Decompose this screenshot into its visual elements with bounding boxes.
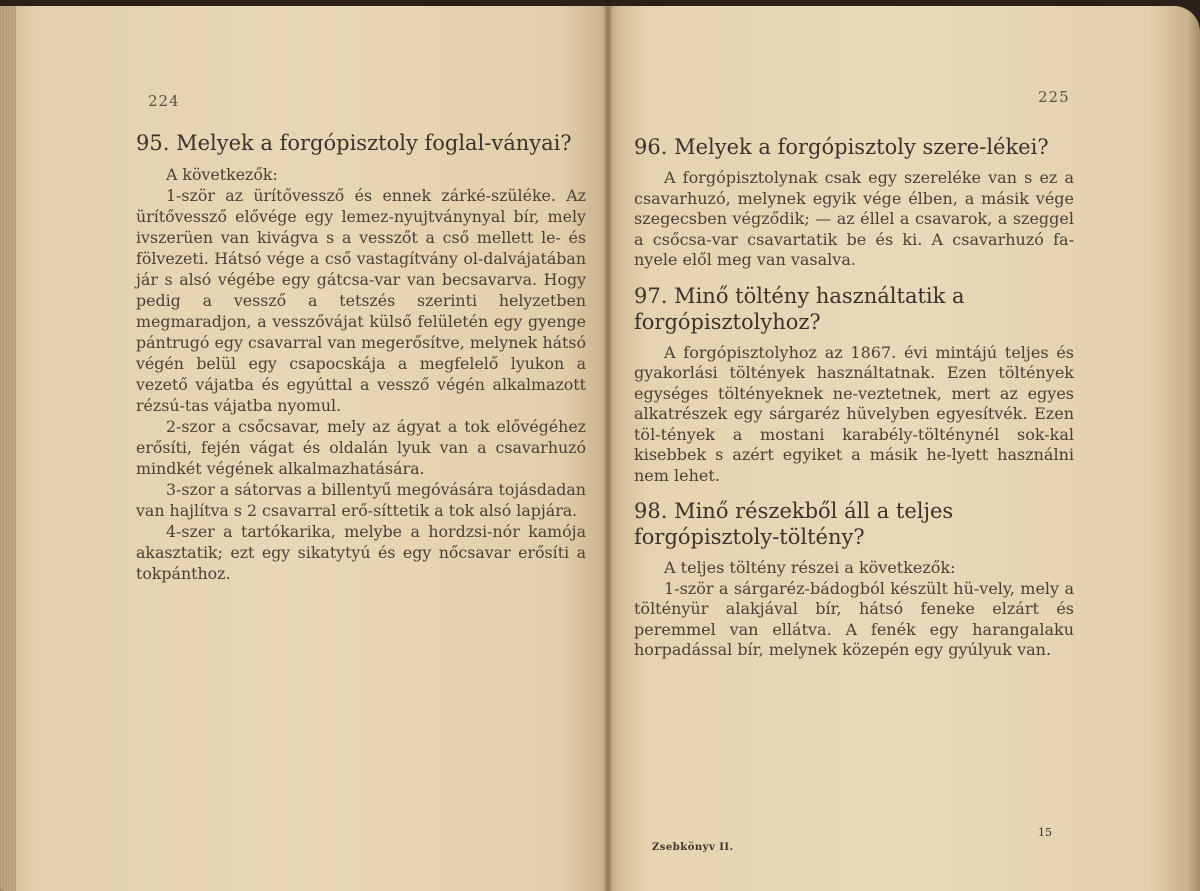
paragraph: 1-ször a sárgaréz-bádogból készült hü-vely, mely a töltényür alakjával bír, hátsó feneke elzárt és peremmel van ellátva. A fenék egy harangalaku horpadással bír, melynek közepén egy gyúlyuk van. — [634, 578, 1074, 659]
paragraph: 1-ször az ürítővessző és ennek zárké-szüléke. Az ürítővessző elővége egy lemez-nyujtványnyal bír, mely ivszerüen van kivágva s a vesszőt a cső mellett le- és fölvezeti. Hátsó vége a cső vastagítvány ol-dalvájatában jár s alsó végébe egy gátcsa-var van becsavarva. Hogy pedig a vessző a tetszés szerinti helyzetben megmaradjon, a vesszővájat külső felületén egy gyenge pántrugó egy csavarral van megerősítve, melynek hátsó végén belül egy csapocskája a megfelelő lyukon a vezető vájatba és egyúttal a vessző végén alkalmazott rézsú-tas vájatba nyomul. — [136, 186, 586, 415]
right-page — [608, 6, 1200, 891]
question-96-heading: 96. Melyek a forgópisztoly szere-lékei? — [634, 135, 1049, 159]
signature-mark: 15 — [1038, 826, 1052, 839]
question-97-heading: 97. Minő töltény használtatik a forgópisztolyhoz? — [634, 283, 965, 334]
left-page — [0, 6, 608, 891]
paragraph: 4-szer a tartókarika, melybe a hordzsi-nór kamója akasztatik; ezt egy sikatytyú és egy nőcsavar erősíti a tokpánthoz. — [136, 522, 586, 583]
question-95-heading: 95. Melyek a forgópisztoly foglal-ványai? — [136, 131, 572, 155]
book-gutter — [603, 6, 613, 891]
page-edges — [0, 6, 16, 891]
paragraph: A forgópisztolyhoz az 1867. évi mintájú teljes és gyakorlási töltények használtatnak. Ezen töltények egységes töltényeknek ne-veztetnek, mert az egyes alkatrészek egy sárgaréz hüvelyben egyesítvék. Ezen töl-tények a mostani karabély-tölténynél sok-kal kisebbek s azért egyiket a másik he-lyett használni nem lehet. — [634, 342, 1074, 485]
right-page-number: 225 — [1038, 88, 1070, 106]
paragraph: A forgópisztolynak csak egy szereléke van s ez a csavarhuzó, melynek egyik vége élben, a másik vége szegecsben végződik; — az éllel a csavarok, a szeggel a csőcsa-var csavartatik be és ki. A csavarhuzó fa-nyele elől meg van vasalva. — [634, 168, 1074, 269]
right-page-body — [634, 134, 1074, 661]
paragraph: A következők: — [166, 165, 278, 184]
left-page-number: 224 — [148, 92, 180, 110]
paragraph: A teljes töltény részei a következők: — [664, 558, 956, 577]
left-page-body — [136, 130, 586, 584]
paragraph: 3-szor a sátorvas a billentyű megóvására tojásdadan van hajlítva s 2 csavarral erő-síttetik a tok alsó lapjára. — [136, 480, 586, 520]
paragraph: 2-szor a csőcsavar, mely az ágyat a tok elővégéhez erősíti, fején vágat és oldalán lyuk van a csavarhuzó mindkét végének alkalmazhatására. — [136, 417, 586, 478]
footer-title: Zsebkönyv II. — [652, 842, 734, 853]
question-98-heading: 98. Minő részekből áll a teljes forgópisztoly-töltény? — [634, 499, 954, 549]
